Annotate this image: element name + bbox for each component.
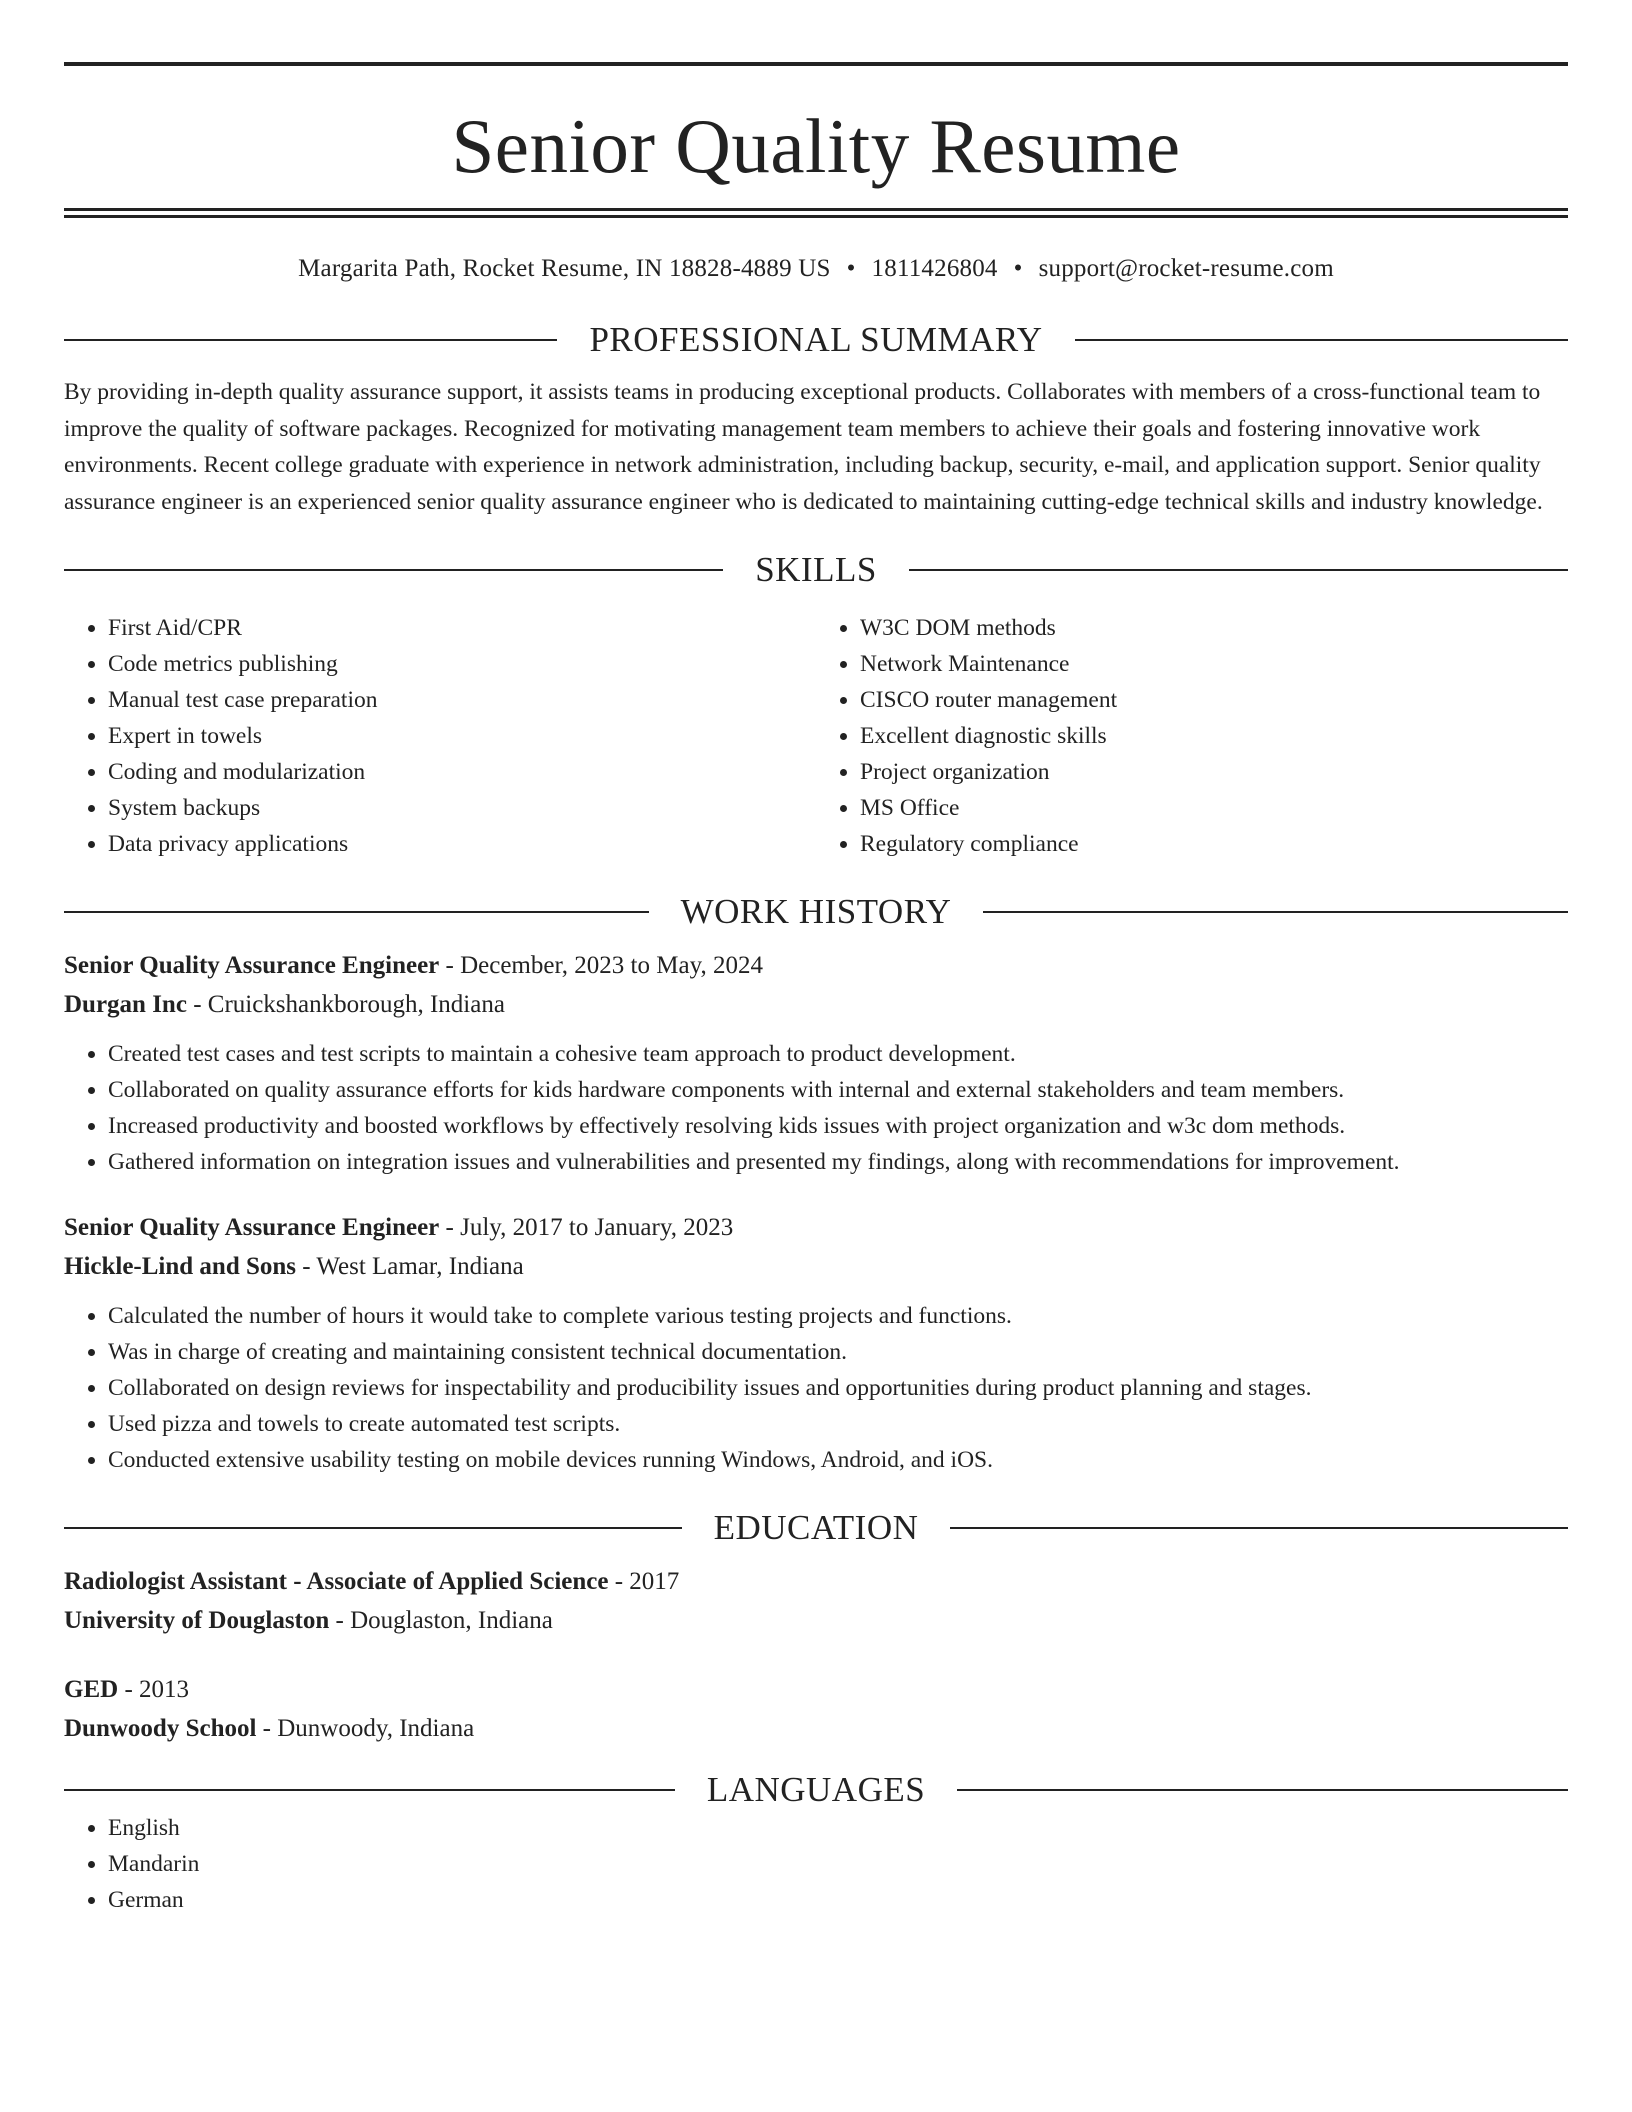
section-title-languages: LANGUAGES <box>706 1770 926 1809</box>
education-year: - 2017 <box>608 1568 680 1595</box>
section-rule <box>909 569 1568 571</box>
education-school: Dunwoody School <box>64 1715 257 1742</box>
job-location: - West Lamar, Indiana <box>296 1253 524 1280</box>
section-rule <box>64 339 557 341</box>
contact-email: support@rocket-resume.com <box>1038 255 1334 282</box>
job-bullets <box>64 1298 1568 1478</box>
education-degree: Radiologist Assistant - Associate of Applied Science <box>64 1568 609 1595</box>
skill-item: • Coding and modularization <box>108 754 816 790</box>
contact-line <box>64 252 1568 286</box>
section-header-summary <box>64 320 1568 360</box>
contact-address: Margarita Path, Rocket Resume, IN 18828-4889 US <box>298 255 831 282</box>
skills-columns <box>64 610 1568 862</box>
section-rule <box>64 911 649 913</box>
job-company-line <box>64 1247 1568 1286</box>
section-title-skills: SKILLS <box>755 550 877 589</box>
job-title-line <box>64 1208 1568 1247</box>
section-rule <box>64 569 723 571</box>
skill-item: • MS Office <box>860 790 1568 826</box>
section-title-work: WORK HISTORY <box>680 892 952 931</box>
education-entry <box>64 1670 1568 1748</box>
section-rule <box>64 1789 675 1791</box>
job-company: Hickle-Lind and Sons <box>64 1253 297 1280</box>
section-rule <box>64 1527 682 1529</box>
education-degree: GED <box>64 1676 119 1703</box>
skill-item: • Manual test case preparation <box>108 682 816 718</box>
job-bullet: • Conducted extensive usability testing on mobile devices running Windows, Android, and iOS. <box>108 1442 1568 1478</box>
section-rule <box>950 1527 1568 1529</box>
job-bullet: • Created test cases and test scripts to maintain a cohesive team approach to product development. <box>108 1036 1568 1072</box>
job-dates: - July, 2017 to January, 2023 <box>439 1214 734 1241</box>
education-school-line <box>64 1601 1568 1640</box>
section-rule <box>1075 339 1568 341</box>
top-rule <box>64 62 1568 66</box>
skill-item: • Network Maintenance <box>860 646 1568 682</box>
skill-item: • W3C DOM methods <box>860 610 1568 646</box>
resume-title: Senior Quality Resume <box>451 103 1181 189</box>
job-company: Durgan Inc <box>64 991 187 1018</box>
job-bullet: • Increased productivity and boosted workflows by effectively resolving kids issues with project organization and w3c dom methods. <box>108 1108 1568 1144</box>
section-header-languages <box>64 1770 1568 1810</box>
skill-item: • System backups <box>108 790 816 826</box>
job-bullet: • Gathered information on integration issues and vulnerabilities and presented my findings, along with recommendations for improvement. <box>108 1144 1568 1180</box>
title-double-rule <box>64 208 1568 218</box>
education-entry <box>64 1562 1568 1640</box>
job-title-line <box>64 946 1568 985</box>
job-bullet: • Collaborated on design reviews for inspectability and producibility issues and opportunities during product planning and stages. <box>108 1370 1568 1406</box>
contact-separator: • <box>1013 255 1023 282</box>
language-item: • English <box>108 1810 1568 1846</box>
job-entry <box>64 1208 1568 1478</box>
skill-item: • Project organization <box>860 754 1568 790</box>
job-bullet: • Was in charge of creating and maintaining consistent technical documentation. <box>108 1334 1568 1370</box>
section-header-skills <box>64 550 1568 590</box>
job-title: Senior Quality Assurance Engineer <box>64 952 440 979</box>
education-school-line <box>64 1709 1568 1748</box>
professional-summary-text: By providing in-depth quality assurance support, it assists teams in producing exceptional products. Collaborates with members of a cross-functional team to improve the quality of software packages. Recognized for motivating management team members to achieve their goals and fostering innovative work environments. Recent college graduate with experience in network administration, including backup, security, e-mail, and application support. Senior quality assurance engineer is an experienced senior quality assurance engineer who is dedicated to maintaining cutting-edge technical skills and industry knowledge. <box>64 379 1543 515</box>
language-item: • German <box>108 1882 1568 1918</box>
education-location: - Dunwoody, Indiana <box>256 1715 475 1742</box>
education-degree-line <box>64 1670 1568 1709</box>
language-item: • Mandarin <box>108 1846 1568 1882</box>
section-title-education: EDUCATION <box>713 1508 919 1547</box>
education-location: - Douglaston, Indiana <box>329 1607 553 1634</box>
education-degree-line <box>64 1562 1568 1601</box>
job-entry <box>64 946 1568 1180</box>
skills-list-right <box>816 610 1568 862</box>
skill-item: • Data privacy applications <box>108 826 816 862</box>
skill-item: • CISCO router management <box>860 682 1568 718</box>
education-school: University of Douglaston <box>64 1607 330 1634</box>
education-year: - 2013 <box>118 1676 190 1703</box>
languages-list <box>64 1810 1568 1918</box>
skill-item: • Regulatory compliance <box>860 826 1568 862</box>
section-title-summary: PROFESSIONAL SUMMARY <box>589 320 1043 359</box>
skill-item: • Excellent diagnostic skills <box>860 718 1568 754</box>
section-rule <box>983 911 1568 913</box>
job-bullet: • Calculated the number of hours it would take to complete various testing projects and functions. <box>108 1298 1568 1334</box>
job-dates: - December, 2023 to May, 2024 <box>439 952 763 979</box>
section-header-work <box>64 892 1568 932</box>
job-bullet: • Used pizza and towels to create automated test scripts. <box>108 1406 1568 1442</box>
job-title: Senior Quality Assurance Engineer <box>64 1214 440 1241</box>
job-bullet: • Collaborated on quality assurance efforts for kids hardware components with internal and external stakeholders and team members. <box>108 1072 1568 1108</box>
skill-item: • First Aid/CPR <box>108 610 816 646</box>
job-bullets <box>64 1036 1568 1180</box>
skill-item: • Expert in towels <box>108 718 816 754</box>
section-rule <box>957 1789 1568 1791</box>
section-header-education <box>64 1508 1568 1548</box>
skill-item: • Code metrics publishing <box>108 646 816 682</box>
job-location: - Cruickshankborough, Indiana <box>186 991 505 1018</box>
contact-separator: • <box>846 255 856 282</box>
contact-phone: 1811426804 <box>871 255 998 282</box>
skills-list-left <box>64 610 816 862</box>
job-company-line <box>64 985 1568 1024</box>
